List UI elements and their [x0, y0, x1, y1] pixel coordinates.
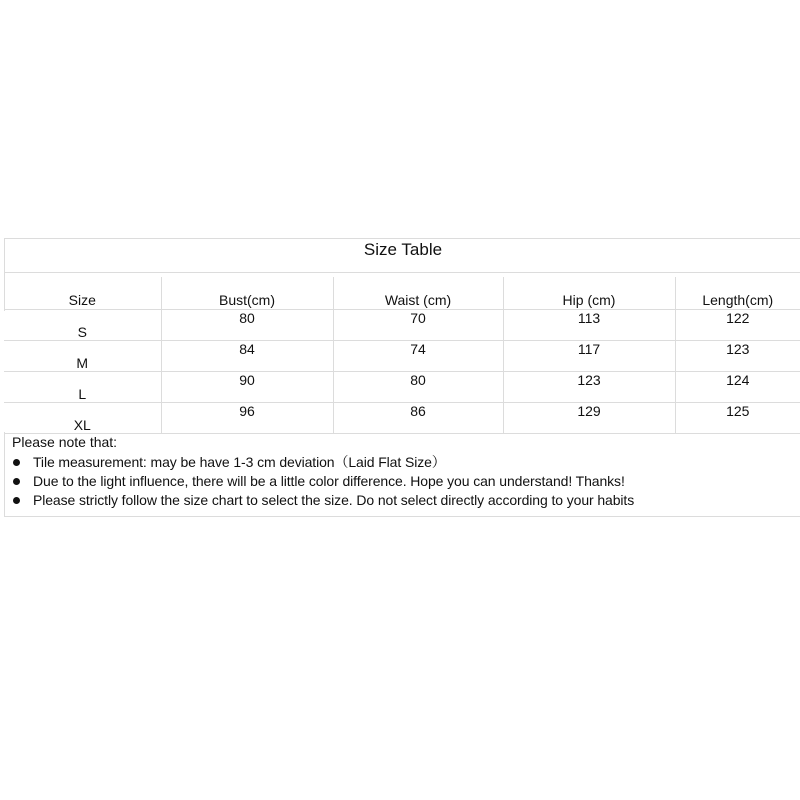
- note-text: Tile measurement: may be have 1-3 cm deviation（Laid Flat Size）: [33, 454, 446, 470]
- header-hip: Hip (cm): [503, 277, 675, 309]
- notes-section: [4, 432, 800, 517]
- header-length: Length(cm): [702, 291, 774, 308]
- cell-waist: 74: [333, 340, 503, 371]
- cell-bust: 96: [161, 402, 333, 433]
- cell-bust: 84: [161, 340, 333, 371]
- note-item: [5, 491, 800, 510]
- table-title-row: [5, 239, 800, 273]
- cell-length: 122: [675, 309, 800, 340]
- table-row: [4, 402, 800, 433]
- table-row: [4, 309, 800, 340]
- bullet-icon: [13, 459, 20, 466]
- cell-hip: 129: [503, 402, 675, 433]
- note-item: [5, 472, 800, 491]
- table-row: [4, 371, 800, 402]
- note-item: [5, 453, 800, 472]
- cell-size: L: [4, 371, 161, 402]
- cell-waist: 70: [333, 309, 503, 340]
- cell-size: S: [4, 309, 161, 340]
- note-text: Please strictly follow the size chart to select the size. Do not select directly according to your habits: [33, 492, 635, 508]
- table-row: [4, 340, 800, 371]
- cell-waist: 80: [333, 371, 503, 402]
- bullet-icon: [13, 497, 20, 504]
- size-table: [4, 277, 800, 434]
- table-title: Size Table: [363, 240, 443, 259]
- cell-size: M: [4, 340, 161, 371]
- table-header-row: [4, 277, 800, 309]
- notes-heading: Please note that:: [12, 434, 118, 450]
- cell-length: 125: [675, 402, 800, 433]
- cell-hip: 113: [503, 309, 675, 340]
- cell-length: 123: [675, 340, 800, 371]
- note-text: Due to the light influence, there will be a little color difference. Hope you can understand! Thanks!: [33, 473, 625, 489]
- cell-waist: 86: [333, 402, 503, 433]
- cell-bust: 90: [161, 371, 333, 402]
- header-bust: Bust(cm): [161, 277, 333, 309]
- cell-length: 124: [675, 371, 800, 402]
- cell-bust: 80: [161, 309, 333, 340]
- header-waist: Waist (cm): [333, 277, 503, 309]
- header-size: Size: [4, 277, 161, 309]
- cell-hip: 123: [503, 371, 675, 402]
- size-table-block: [4, 238, 800, 433]
- cell-size: XL: [4, 402, 161, 433]
- cell-hip: 117: [503, 340, 675, 371]
- bullet-icon: [13, 478, 20, 485]
